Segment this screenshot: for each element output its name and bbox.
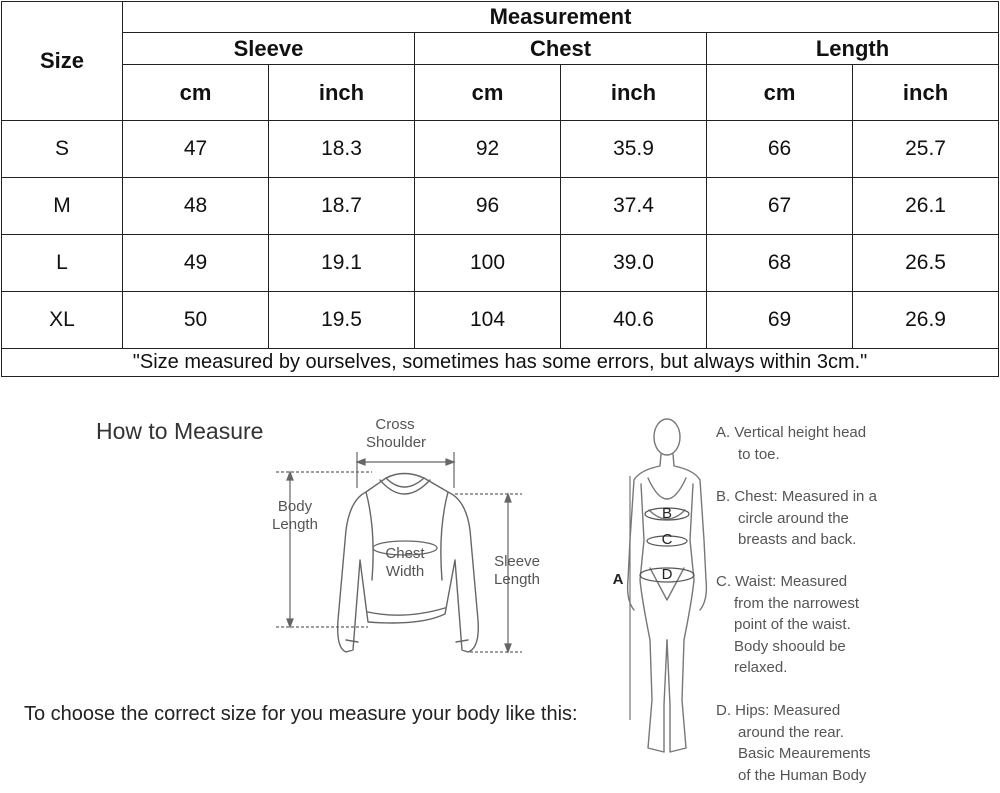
unit-header: inch	[853, 65, 999, 121]
value-cell: 100	[415, 235, 561, 292]
size-cell: S	[2, 121, 123, 178]
value-cell: 67	[707, 178, 853, 235]
definition-d: D. Hips: Measured around the rear. Basic Meaurements of the Human Body	[716, 702, 871, 784]
marker-a: A	[612, 571, 624, 588]
cross-shoulder-label: Cross Shoulder	[366, 416, 427, 451]
measurement-note: "Size measured by ourselves, sometimes has some errors, but always within 3cm."	[2, 349, 999, 377]
value-cell: 26.9	[853, 292, 999, 349]
value-cell: 40.6	[561, 292, 707, 349]
value-cell: 96	[415, 178, 561, 235]
marker-c: C	[661, 531, 673, 548]
value-cell: 66	[707, 121, 853, 178]
size-cell: L	[2, 235, 123, 292]
value-cell: 25.7	[853, 121, 999, 178]
value-cell: 47	[123, 121, 269, 178]
value-cell: 26.1	[853, 178, 999, 235]
marker-d: D	[661, 566, 673, 583]
unit-header: cm	[123, 65, 269, 121]
size-cell: XL	[2, 292, 123, 349]
definition-b: B. Chest: Measured in a circle around the breasts and back.	[716, 488, 877, 548]
length-header: Length	[707, 33, 999, 65]
definition-c: C. Waist: Measured from the narrowest point of the waist. Body shoould be relaxed.	[716, 573, 860, 676]
sleeve-length-label: Sleeve Length	[494, 553, 540, 588]
value-cell: 26.5	[853, 235, 999, 292]
instruction-text: To choose the correct size for you measure your body like this:	[24, 703, 578, 725]
measurement-header: Measurement	[123, 2, 999, 33]
value-cell: 39.0	[561, 235, 707, 292]
marker-b: B	[661, 505, 672, 522]
unit-header: inch	[561, 65, 707, 121]
value-cell: 18.3	[269, 121, 415, 178]
value-cell: 50	[123, 292, 269, 349]
body-length-label: Body Length	[272, 498, 318, 533]
unit-header: cm	[707, 65, 853, 121]
value-cell: 69	[707, 292, 853, 349]
value-cell: 68	[707, 235, 853, 292]
size-cell: M	[2, 178, 123, 235]
chest-width-label: Chest Width	[385, 545, 425, 580]
value-cell: 104	[415, 292, 561, 349]
chest-header: Chest	[415, 33, 707, 65]
sleeve-header: Sleeve	[123, 33, 415, 65]
value-cell: 48	[123, 178, 269, 235]
value-cell: 92	[415, 121, 561, 178]
value-cell: 37.4	[561, 178, 707, 235]
value-cell: 19.1	[269, 235, 415, 292]
value-cell: 49	[123, 235, 269, 292]
value-cell: 35.9	[561, 121, 707, 178]
definition-a: A. Vertical height head to toe.	[716, 424, 867, 463]
unit-header: cm	[415, 65, 561, 121]
how-to-measure-title: How to Measure	[96, 418, 264, 444]
size-header: Size	[2, 2, 123, 121]
unit-header: inch	[269, 65, 415, 121]
value-cell: 19.5	[269, 292, 415, 349]
human-body-figure	[628, 419, 707, 752]
value-cell: 18.7	[269, 178, 415, 235]
